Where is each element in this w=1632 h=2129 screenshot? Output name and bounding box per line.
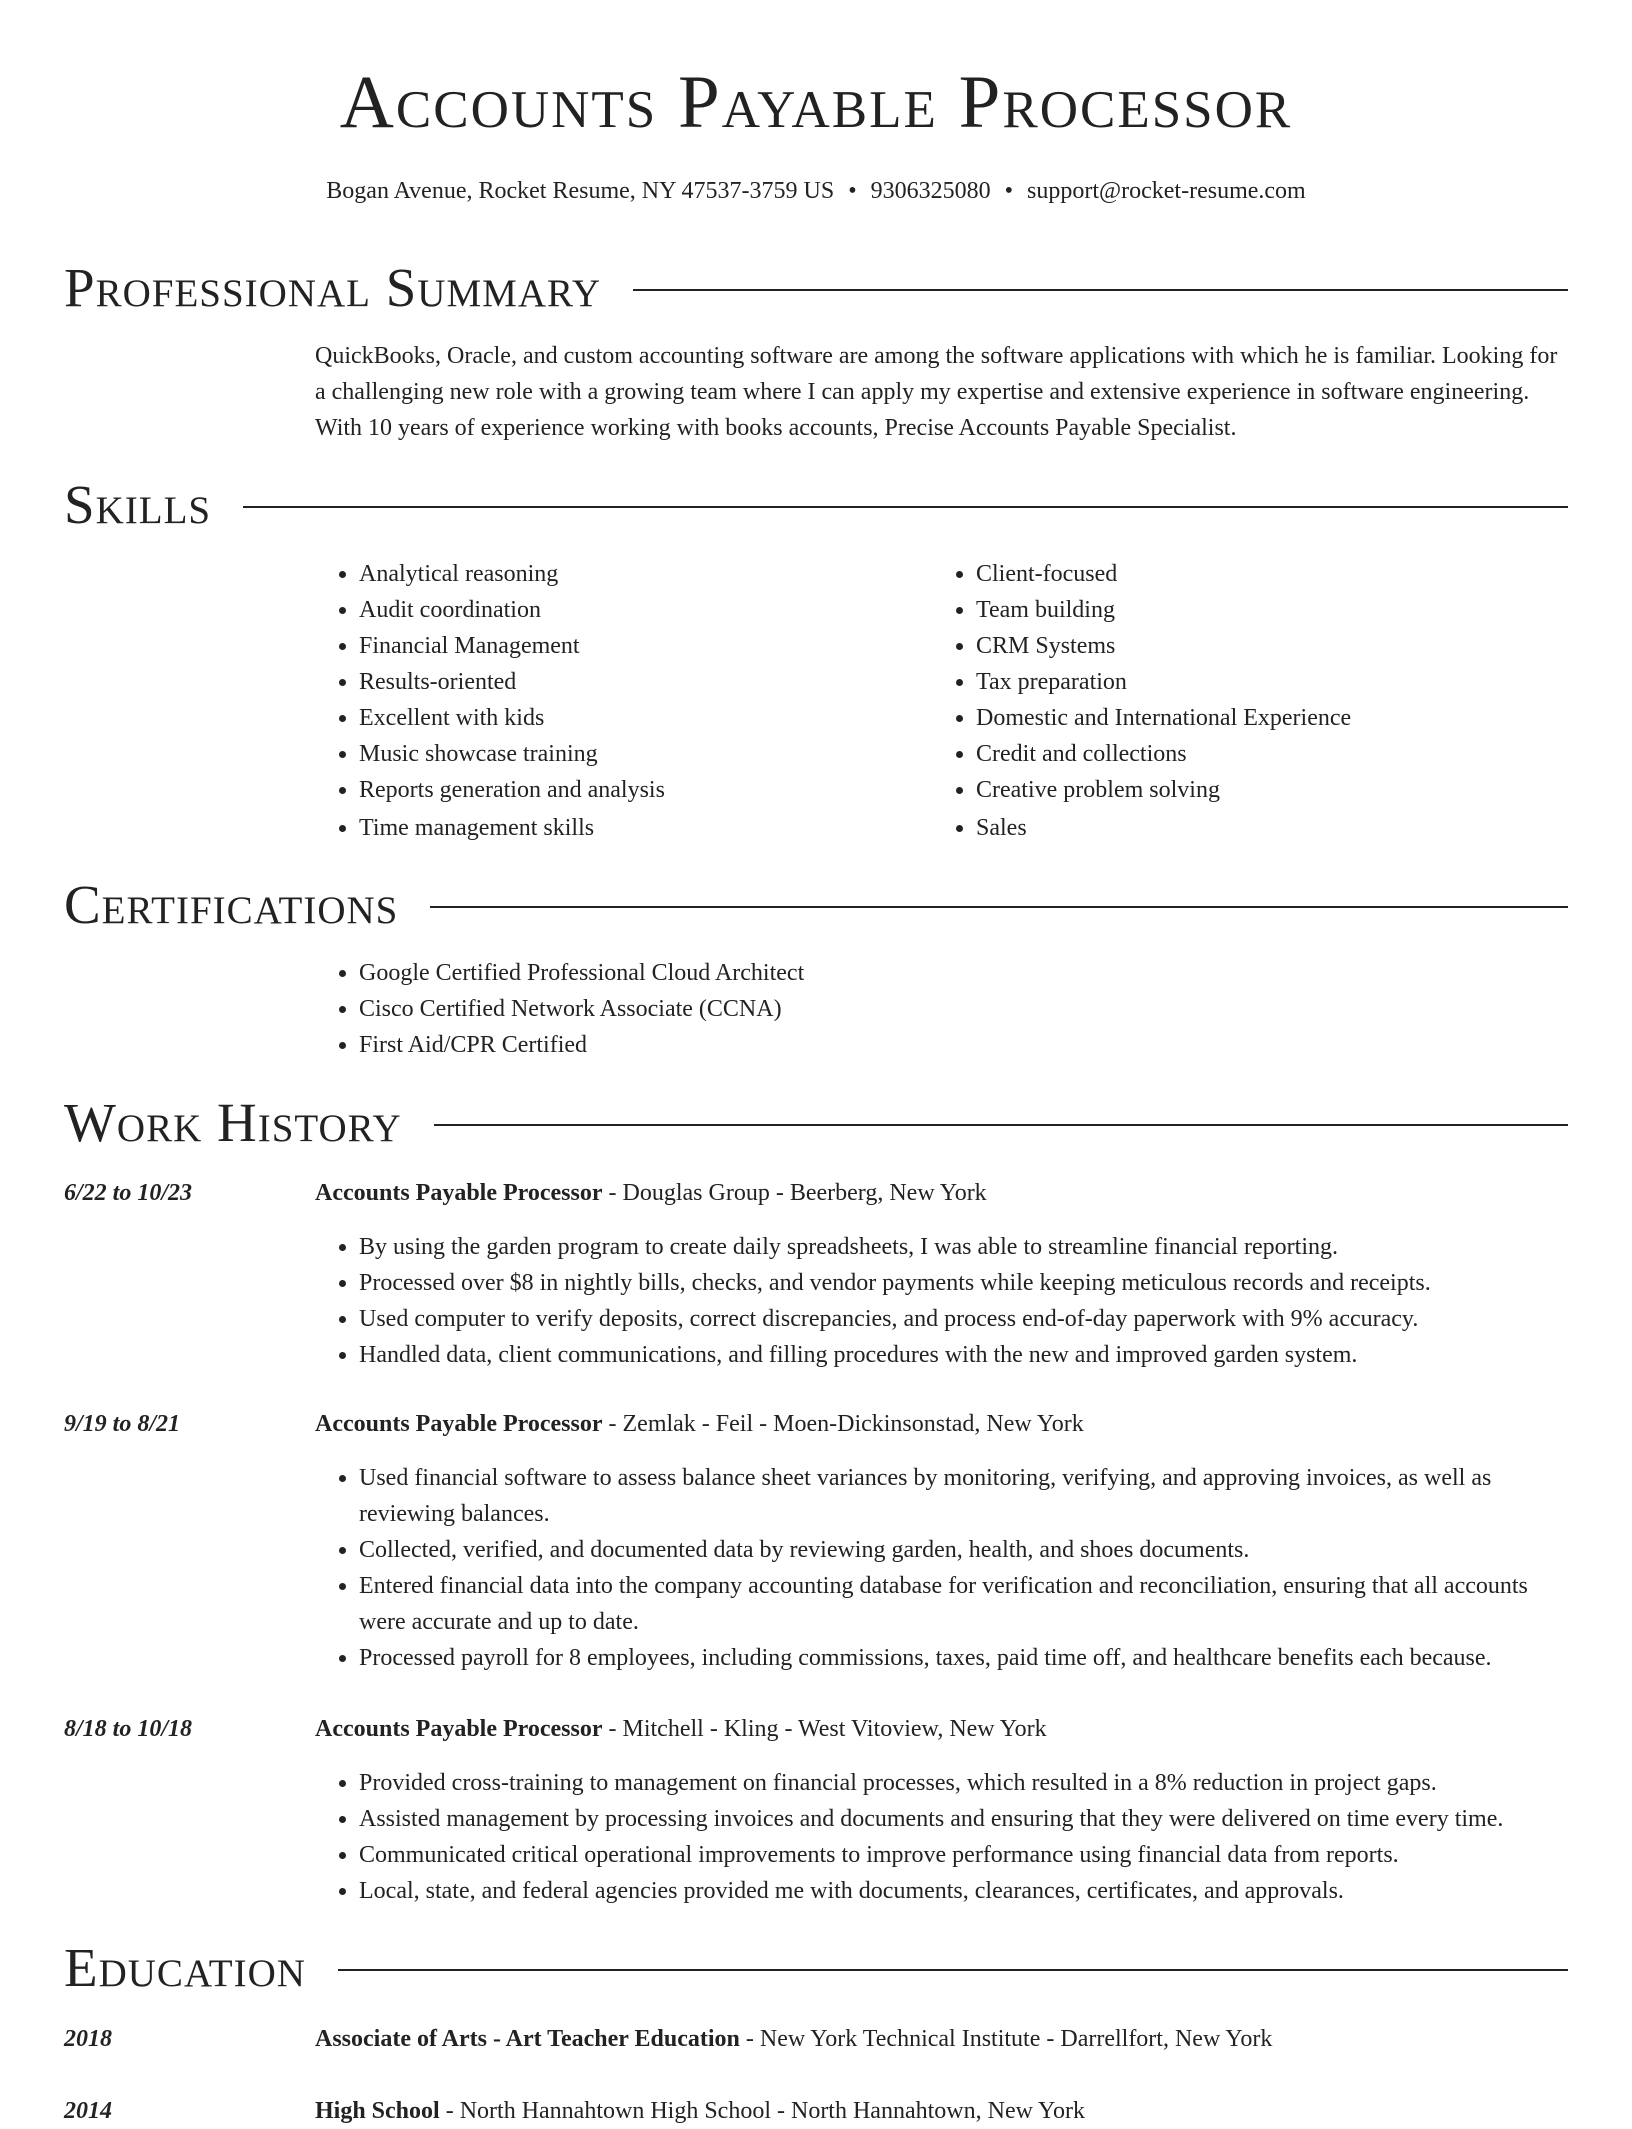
skill-item: • Client-focused (976, 556, 1532, 592)
skill-item: • Team building (976, 592, 1532, 628)
contact-separator: • (1004, 178, 1014, 204)
job-bullet: • Assisted management by processing invoices and documents and ensuring that they were delivered on time every time. (359, 1801, 1568, 1837)
job-bullet: • Processed over $8 in nightly bills, checks, and vendor payments while keeping meticulous records and receipts. (359, 1265, 1568, 1301)
work-heading: Work History (64, 1092, 402, 1153)
skill-item: • Results-oriented (359, 664, 915, 700)
job-bullet: • Local, state, and federal agencies provided me with documents, clearances, certificates, and approvals. (359, 1873, 1568, 1909)
job-dates: 8/18 to 10/18 (64, 1716, 193, 1742)
certifications-section-header (64, 872, 1568, 938)
skill-item: • Creative problem solving (976, 772, 1532, 808)
contact-address: Bogan Avenue, Rocket Resume, NY 47537-3759 US (326, 178, 835, 204)
skill-item: • Financial Management (359, 628, 915, 664)
skills-section-header (64, 472, 1568, 538)
certification-item: • First Aid/CPR Certified (359, 1027, 1568, 1063)
job-details: - Mitchell - Kling - West Vitoview, New York (602, 1716, 1047, 1742)
skills-left-column (315, 556, 915, 846)
skills-list (932, 556, 1532, 846)
skill-item: • Analytical reasoning (359, 556, 915, 592)
section-divider (243, 506, 1568, 508)
skill-item: • CRM Systems (976, 628, 1532, 664)
skill-item: • Sales (976, 810, 1532, 846)
section-divider (338, 1969, 1568, 1971)
section-divider (434, 1124, 1568, 1126)
job-title-line (315, 1711, 1568, 1747)
education-details: - New York Technical Institute - Darrellfort, New York (739, 2026, 1273, 2052)
skills-right-column (932, 556, 1532, 846)
job-bullet: • Provided cross-training to management on financial processes, which resulted in a 8% reduction in project gaps. (359, 1765, 1568, 1801)
job-bullet: • Used computer to verify deposits, correct discrepancies, and process end-of-day paperwork with 9% accuracy. (359, 1301, 1568, 1337)
job-title-line (315, 1175, 1568, 1211)
skill-item: • Music showcase training (359, 736, 915, 772)
job-title: Accounts Payable Processor (315, 1180, 603, 1206)
skill-item: • Domestic and International Experience (976, 700, 1532, 736)
job-bullet-list (315, 1229, 1568, 1373)
job-title: Accounts Payable Processor (315, 1716, 603, 1742)
certification-item: • Cisco Certified Network Associate (CCNA) (359, 991, 1568, 1027)
job-bullets (315, 1765, 1568, 1909)
education-degree: High School (315, 2098, 440, 2124)
certification-item: • Google Certified Professional Cloud Architect (359, 955, 1568, 991)
section-divider (430, 906, 1568, 908)
certifications-block (315, 955, 1568, 1063)
job-bullet: • Handled data, client communications, and filling procedures with the new and improved garden system. (359, 1337, 1568, 1373)
education-section-header (64, 1935, 1568, 2001)
work-section-header (64, 1090, 1568, 1156)
job-bullets (315, 1229, 1568, 1373)
job-bullet: • Communicated critical operational improvements to improve performance using financial data from reports. (359, 1837, 1568, 1873)
job-details: - Douglas Group - Beerberg, New York (602, 1180, 987, 1206)
job-title-line (315, 1406, 1568, 1442)
education-year: 2018 (64, 2026, 112, 2052)
job-bullet: • Processed payroll for 8 employees, including commissions, taxes, paid time off, and healthcare benefits each because. (359, 1640, 1568, 1676)
education-degree: Associate of Arts - Art Teacher Education (315, 2026, 740, 2052)
job-bullets (315, 1460, 1568, 1676)
job-dates: 9/19 to 8/21 (64, 1411, 181, 1437)
skill-item: • Reports generation and analysis (359, 772, 915, 808)
contact-email: support@rocket-resume.com (1027, 178, 1306, 204)
job-title: Accounts Payable Processor (315, 1411, 603, 1437)
education-heading: Education (64, 1937, 306, 1998)
skill-item: • Credit and collections (976, 736, 1532, 772)
education-year: 2014 (64, 2098, 112, 2124)
job-bullet-list (315, 1765, 1568, 1909)
summary-section-header (64, 255, 1568, 321)
summary-text: QuickBooks, Oracle, and custom accounting software are among the software applications with which he is familiar. Looking for a challenging new role with a growing team where I can apply my expertise and extensive experience in software engineering. With 10 years of experience working with books accounts, Precise Accounts Payable Specialist. (315, 343, 1558, 441)
job-bullet: • Collected, verified, and documented data by reviewing garden, health, and shoes documents. (359, 1532, 1568, 1568)
job-bullet: • By using the garden program to create daily spreadsheets, I was able to streamline financial reporting. (359, 1229, 1568, 1265)
contact-separator: • (848, 178, 857, 204)
summary-heading: Professional Summary (64, 257, 602, 318)
skill-item: • Excellent with kids (359, 700, 915, 736)
certifications-list (315, 955, 1568, 1063)
skills-list (315, 556, 915, 846)
job-bullet-list (315, 1460, 1568, 1676)
education-line (315, 2093, 1568, 2129)
certifications-heading: Certifications (64, 874, 399, 935)
education-details: - North Hannahtown High School - North Hannahtown, New York (439, 2098, 1085, 2124)
job-bullet: • Used financial software to assess balance sheet variances by monitoring, verifying, and approving invoices, as well as reviewing balances. (359, 1460, 1568, 1532)
job-bullet: • Entered financial data into the company accounting database for verification and reconciliation, ensuring that all accounts were accurate and up to date. (359, 1568, 1568, 1640)
job-details: - Zemlak - Feil - Moen-Dickinsonstad, New York (602, 1411, 1084, 1437)
contact-line (0, 176, 1632, 206)
job-dates: 6/22 to 10/23 (64, 1180, 193, 1206)
education-line (315, 2021, 1568, 2057)
skill-item: • Tax preparation (976, 664, 1532, 700)
contact-phone: 9306325080 (870, 178, 991, 204)
resume-name: Accounts Payable Processor (339, 61, 1293, 144)
skill-item: • Audit coordination (359, 592, 915, 628)
skills-heading: Skills (64, 474, 212, 535)
skill-item: • Time management skills (359, 810, 915, 846)
section-divider (633, 289, 1568, 291)
